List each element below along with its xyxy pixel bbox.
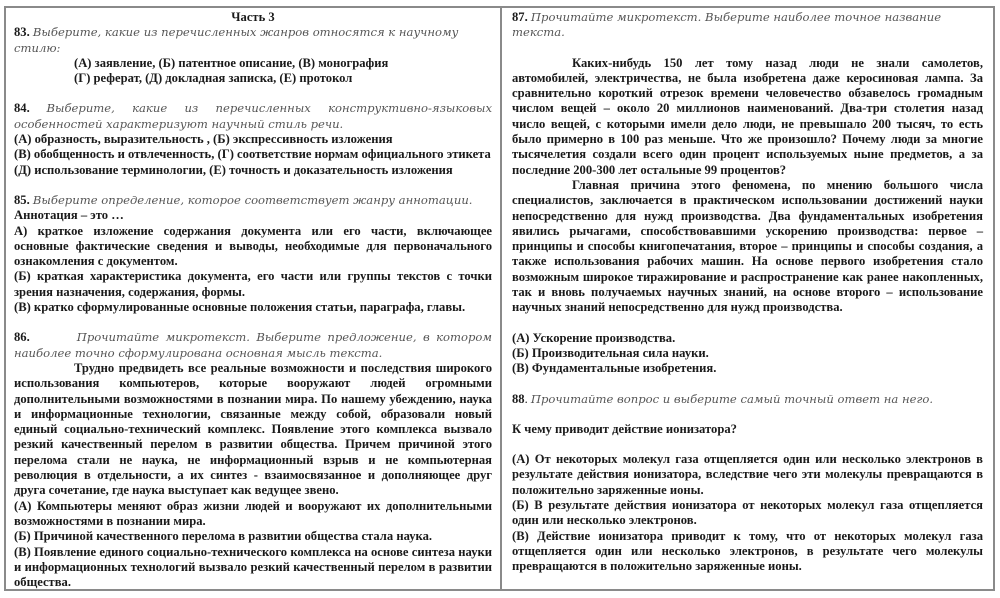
answer-option[interactable]: (А) заявление, (Б) патентное описание, (В) монография xyxy=(74,55,389,70)
microtext-paragraph: Главная причина этого феномена, по мнению большого числа специалистов, заключается в практическом использовании достижений науки непосредственно для нужд производства. Два фундаментальных изобретения явились рычагами, способствовавшими ускорению производства: первое – принципы и способы книгопечатания, второе – принципы и способы создания, а также использования рабочих машин. На основе первого изобретения стало возможным широкое тиражирование и распространение как ранее накопленных, так и вновь получаемых научных знаний, на основе второго – использование научных знаний непосредственно для нужд производства. xyxy=(512,177,983,315)
answer-option[interactable]: (Г) реферат, (Д) докладная записка, (Е) протокол xyxy=(74,71,353,86)
question-number: 86. xyxy=(14,330,30,345)
answer-option[interactable]: (Б) В результате действия ионизатора от некоторых молекул газа отщепляется один или несколько электронов. xyxy=(512,498,983,528)
answer-option[interactable]: (В) Фундаментальные изобретения. xyxy=(512,361,717,376)
question-prompt: Выберите, какие из перечисленных конструктивно-языковых особенностей характеризуют научный стиль речи. xyxy=(14,101,492,131)
question-87 xyxy=(512,10,983,377)
question-84 xyxy=(14,101,492,177)
answer-option[interactable]: (Б) Производительная сила науки. xyxy=(512,345,709,360)
answer-option[interactable]: (Б) краткая характеристика документа, его части или группы текстов с точки зрения назначения, содержания, формы. xyxy=(14,269,492,299)
answer-option[interactable]: А) краткое изложение содержания документа или его части, включающее основные фактические сведения и выводы, необходимые для первоначального ознакомления с документом. xyxy=(14,223,492,269)
question-number: 84. xyxy=(14,101,30,116)
answer-option[interactable]: (В) кратко сформулированные основные положения статьи, параграфа, главы. xyxy=(14,300,466,315)
answer-option[interactable]: (Д) использование терминологии, (Е) точность и доказательность изложения xyxy=(14,162,453,177)
question-85 xyxy=(14,193,492,315)
question-number: 87. xyxy=(512,10,528,24)
question-prompt: Прочитайте микротекст. Выберите наиболее точное название текста. xyxy=(512,10,942,40)
question-prompt: Выберите, какие из перечисленных жанров относятся к научному стилю: xyxy=(14,25,459,55)
answer-option[interactable]: (Б) Причиной качественного перелома в развитии общества стала наука. xyxy=(14,529,433,544)
question-86 xyxy=(14,330,492,590)
question-number: 85. xyxy=(14,192,30,207)
question-number: 83. xyxy=(14,25,30,40)
answer-option[interactable]: (А) Компьютеры меняют образ жизни людей и вооружают их дополнительными возможностями в познании мира. xyxy=(14,498,492,528)
question-number: 88 xyxy=(512,391,525,406)
microtext: Трудно предвидеть все реальные возможности и последствия широкого использования компьютеров, которые вооружают людей огромными дополнительными возможностями в познании мира. По нашему убеждению, наука и информационные технологии, связанные между собой, образовали новый единый социально-технический комплекс. Появление этого комплекса вызвало резкий качественный перелом в развитии общества. Причем причиной этого перелома стали не наука, не информационный взрыв и не компьютерная революция в отдельности, а их синтез - взаимосвязанное и дополняющее друг друга сочетание, где наука выступает как ведущее звено. xyxy=(14,360,492,498)
question-stem: Аннотация – это … xyxy=(14,208,124,223)
test-sheet-table xyxy=(4,6,995,591)
answer-option[interactable]: (А) Ускорение производства. xyxy=(512,330,676,345)
question-88: 88. Прочитайте вопрос и выберите самый точный ответ на него. К чему приводит действие ионизатора? (А) От некоторых молекул газа отщепляется один или несколько электронов в результате действия ионизатора, вследствие чего эти молекулы превращаются в положительно заряженные ионы. (Б) В результате действия ионизатора от некоторых молекул газа отщепляется один или несколько электронов. (В) Действие ионизатора приводит к тому, что от некоторых молекул газа отщепляется один или несколько электронов, в результате чего молекулы превращаются в положительно заряженные ионы. xyxy=(512,391,983,574)
question-stem: К чему приводит действие ионизатора? xyxy=(512,421,737,436)
question-prompt: Прочитайте вопрос и выберите самый точный ответ на него. xyxy=(530,391,934,406)
left-column xyxy=(6,8,502,589)
right-column xyxy=(502,8,993,589)
question-prompt: Прочитайте микротекст. Выберите предложение, в котором наиболее точно сформулирована основная мысль текста. xyxy=(14,330,493,360)
answer-option[interactable]: (В) Действие ионизатора приводит к тому, что от некоторых молекул газа отщепляется один или несколько электронов, в результате чего молекулы превращаются в положительно заряженные ионы. xyxy=(512,528,983,574)
answer-option[interactable]: (А) образность, выразительность , (Б) экспрессивность изложения xyxy=(14,132,393,147)
question-prompt: Выберите определение, которое соответствует жанру аннотации. xyxy=(32,192,473,207)
answer-option[interactable]: (В) обобщенность и отвлеченность, (Г) соответствие нормам официального этикета xyxy=(14,147,491,162)
question-83 xyxy=(14,25,492,86)
microtext-paragraph: Каких-нибудь 150 лет тому назад люди не знали самолетов, автомобилей, электричества, не была изобретена даже керосиновая лампа. За сравнительно короткий отрезок времени человечество обзавелось громадным числом вещей – около 20 миллионов наименований. Два-три столетия назад число вещей, с которыми имели дело люди, не превышало 200 тысяч, то есть было примерно в 100 раз меньше. Что же произошло? Почему люди за многие тысячелетия создали всего один процент используемых ныне предметов, а за последние 200-300 лет остальные 99 процентов? xyxy=(512,55,983,177)
answer-option[interactable]: (А) От некоторых молекул газа отщепляется один или несколько электронов в результате действия ионизатора, вследствие чего эти молекулы превращаются в положительно заряженные ионы. xyxy=(512,452,983,497)
part-title: Часть 3 xyxy=(231,10,275,24)
answer-option[interactable]: (В) Появление единого социально-технического комплекса на основе синтеза науки и информационных технологий вызвало резкий качественный перелом в развитии общества. xyxy=(14,544,492,590)
